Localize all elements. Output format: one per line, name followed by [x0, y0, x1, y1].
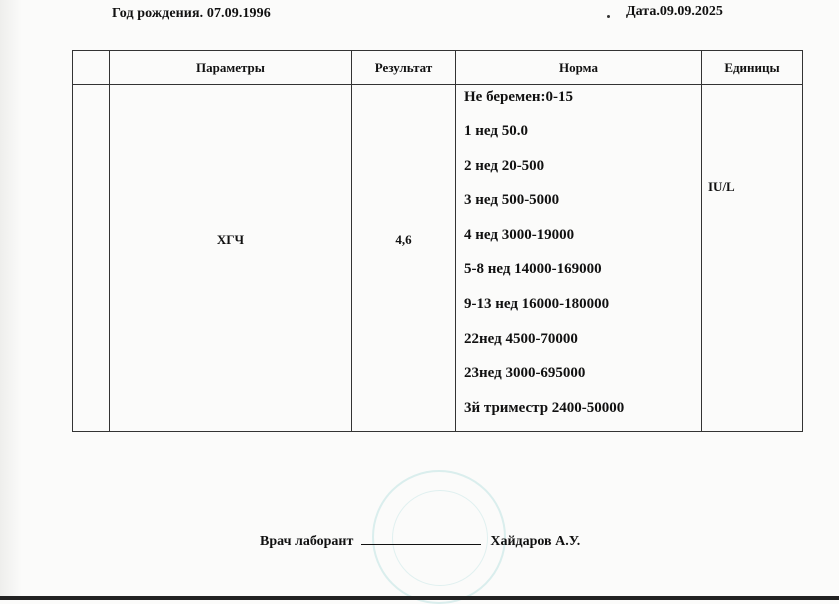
- signature-line: [361, 532, 481, 545]
- result-cell: [352, 85, 456, 432]
- table-header-row: [73, 51, 803, 85]
- norm-line: 1 нед 50.0: [464, 123, 528, 139]
- units-cell: IU/L: [702, 85, 803, 432]
- signature-block: [260, 532, 580, 550]
- norm-cell: [456, 85, 702, 432]
- units-column-header: Единицы: [702, 51, 803, 85]
- doctor-label: Врач лаборант: [260, 534, 354, 549]
- table-row: [73, 85, 803, 432]
- norm-column-header: Норма: [456, 51, 702, 85]
- parameter-cell: [110, 85, 352, 432]
- index-cell: [73, 85, 110, 432]
- result-column-header: Результат: [352, 51, 456, 85]
- norm-line: 9-13 нед 16000-180000: [464, 295, 610, 312]
- norm-line: 23нед 3000-695000: [464, 365, 586, 382]
- scan-speck: [607, 15, 610, 18]
- norm-line: 2 нед 20-500: [464, 157, 545, 174]
- norm-line: 3й триместр 2400-50000: [464, 399, 625, 416]
- norm-line: 3 нед 500-5000: [464, 192, 560, 209]
- scan-edge-shadow: [0, 0, 22, 600]
- parameters-column-header: Параметры: [110, 51, 352, 85]
- index-column-header: [73, 51, 110, 85]
- norm-line: Не беремен:0-15: [464, 89, 574, 105]
- doctor-name: Хайдаров А.У.: [490, 534, 581, 549]
- norm-line: 22нед 4500-70000: [464, 330, 578, 347]
- results-table: [72, 50, 803, 432]
- report-date: Дата.09.09.2025: [626, 4, 723, 19]
- parameter-name: ХГЧ: [216, 232, 245, 248]
- norm-line: 4 нед 3000-19000: [464, 226, 575, 243]
- result-value: 4,6: [395, 232, 412, 248]
- norm-line: 5-8 нед 14000-169000: [464, 261, 602, 278]
- scan-bottom-edge: [0, 596, 839, 600]
- birth-date: Год рождения. 07.09.1996: [112, 6, 271, 21]
